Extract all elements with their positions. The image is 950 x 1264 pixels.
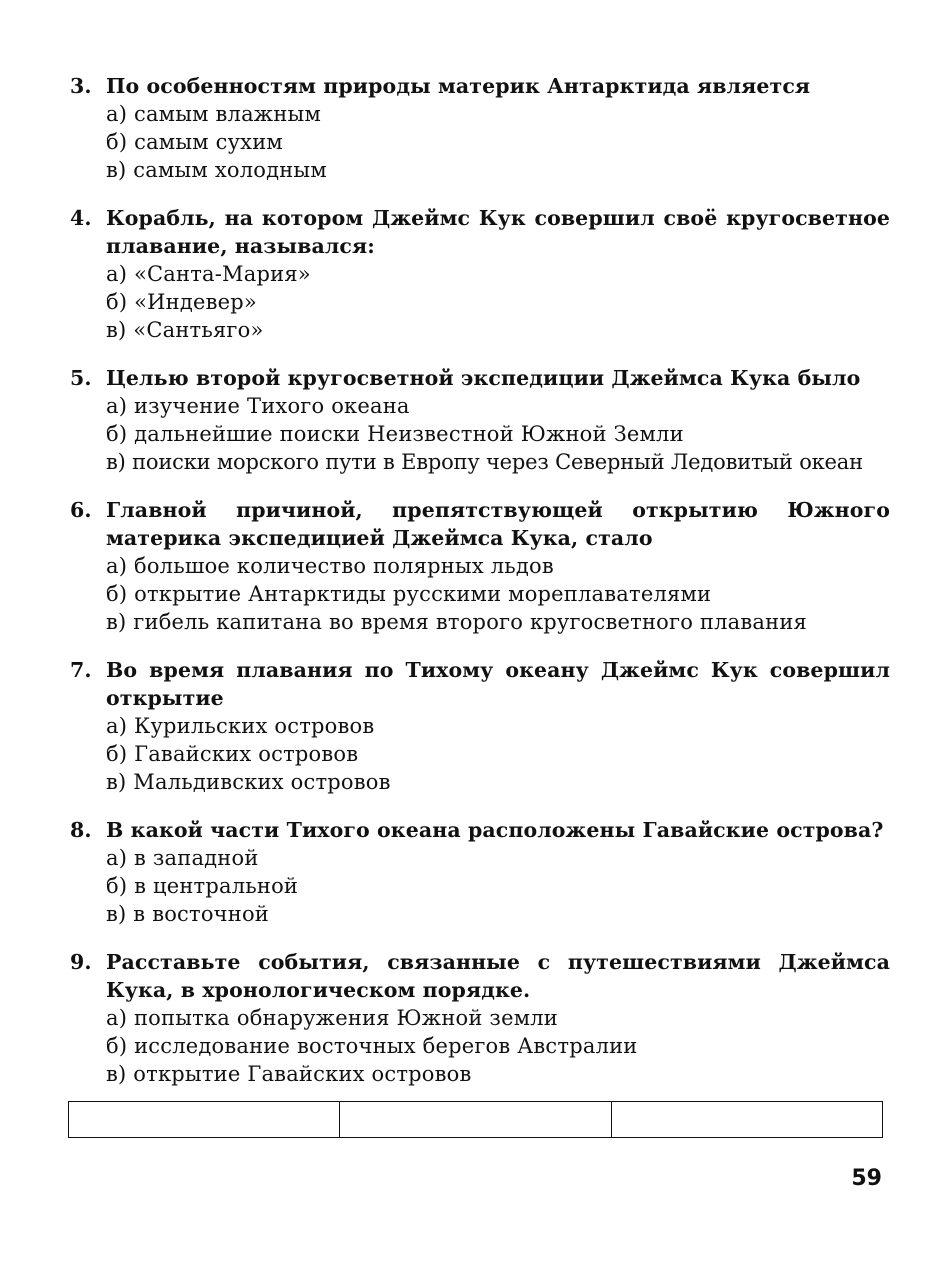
answer-option-a: а) самым влажным bbox=[106, 102, 321, 126]
answer-cell-2[interactable] bbox=[340, 1102, 611, 1138]
question-number: 6. bbox=[70, 498, 92, 522]
answer-option-c: в) в восточной bbox=[106, 902, 269, 926]
answer-option-a: а) «Санта-Мария» bbox=[106, 262, 311, 286]
answer-options bbox=[106, 1004, 890, 1088]
question-text: Корабль, на котором Джеймс Кук совершил своё кругосветное плавание, назывался: bbox=[106, 206, 890, 258]
answer-option-a: а) большое количество полярных льдов bbox=[106, 554, 554, 578]
question-text: Во время плавания по Тихому океану Джеймс Кук совершил открытие bbox=[106, 658, 890, 710]
answer-options bbox=[106, 712, 890, 796]
question-9 bbox=[70, 948, 890, 1088]
answer-cell-1[interactable] bbox=[69, 1102, 340, 1138]
question-heading bbox=[70, 72, 890, 100]
answer-option-b: б) самым сухим bbox=[106, 130, 283, 154]
question-text: Расставьте события, связанные с путешествиями Джеймса Кука, в хронологическом порядке. bbox=[106, 950, 890, 1002]
answer-cell-3[interactable] bbox=[611, 1102, 882, 1138]
answer-option-c: в) открытие Гавайских островов bbox=[106, 1062, 472, 1086]
question-heading bbox=[70, 948, 890, 1004]
question-text: Главной причиной, препятствующей открытию Южного материка экспедицией Джеймса Кука, стало bbox=[106, 498, 890, 550]
question-text: В какой части Тихого океана расположены Гавайские острова? bbox=[106, 818, 884, 842]
answer-options bbox=[106, 100, 890, 184]
question-heading bbox=[70, 656, 890, 712]
answer-options bbox=[106, 844, 890, 928]
question-heading bbox=[70, 364, 890, 392]
answer-options bbox=[106, 552, 890, 636]
question-3 bbox=[70, 72, 890, 184]
question-number: 8. bbox=[70, 818, 92, 842]
answer-option-c: в) Мальдивских островов bbox=[106, 770, 391, 794]
page-number: 59 bbox=[851, 1166, 882, 1191]
answer-option-a: а) Курильских островов bbox=[106, 714, 375, 738]
question-number: 3. bbox=[70, 74, 92, 98]
answer-option-c: в) «Сантьяго» bbox=[106, 318, 264, 342]
answer-options bbox=[106, 260, 890, 344]
question-heading bbox=[70, 204, 890, 260]
answer-option-a: а) изучение Тихого океана bbox=[106, 394, 410, 418]
answer-table bbox=[68, 1101, 883, 1138]
question-8 bbox=[70, 816, 890, 928]
answer-table-row bbox=[69, 1102, 883, 1138]
answer-option-a: а) попытка обнаружения Южной земли bbox=[106, 1006, 558, 1030]
question-text: По особенностям природы материк Антарктида является bbox=[106, 74, 811, 98]
answer-option-b: б) Гавайских островов bbox=[106, 742, 359, 766]
question-heading bbox=[70, 496, 890, 552]
question-heading bbox=[70, 816, 890, 844]
question-text: Целью второй кругосветной экспедиции Джеймса Кука было bbox=[106, 366, 861, 390]
answer-option-c: в) поиски морского пути в Европу через Северный Ледовитый океан bbox=[106, 450, 863, 474]
answer-option-c: в) гибель капитана во время второго кругосветного плавания bbox=[106, 610, 807, 634]
answer-options bbox=[106, 392, 890, 476]
answer-option-b: б) дальнейшие поиски Неизвестной Южной Земли bbox=[106, 422, 684, 446]
answer-option-b: б) в центральной bbox=[106, 874, 299, 898]
answer-option-b: б) «Индевер» bbox=[106, 290, 257, 314]
question-6 bbox=[70, 496, 890, 636]
question-5 bbox=[70, 364, 890, 476]
answer-option-c: в) самым холодным bbox=[106, 158, 327, 182]
question-number: 9. bbox=[70, 950, 92, 974]
question-number: 4. bbox=[70, 206, 92, 230]
question-number: 7. bbox=[70, 658, 92, 682]
question-4 bbox=[70, 204, 890, 344]
question-7 bbox=[70, 656, 890, 796]
question-number: 5. bbox=[70, 366, 92, 390]
answer-option-a: а) в западной bbox=[106, 846, 259, 870]
answer-option-b: б) исследование восточных берегов Австралии bbox=[106, 1034, 638, 1058]
answer-option-b: б) открытие Антарктиды русскими мореплавателями bbox=[106, 582, 712, 606]
